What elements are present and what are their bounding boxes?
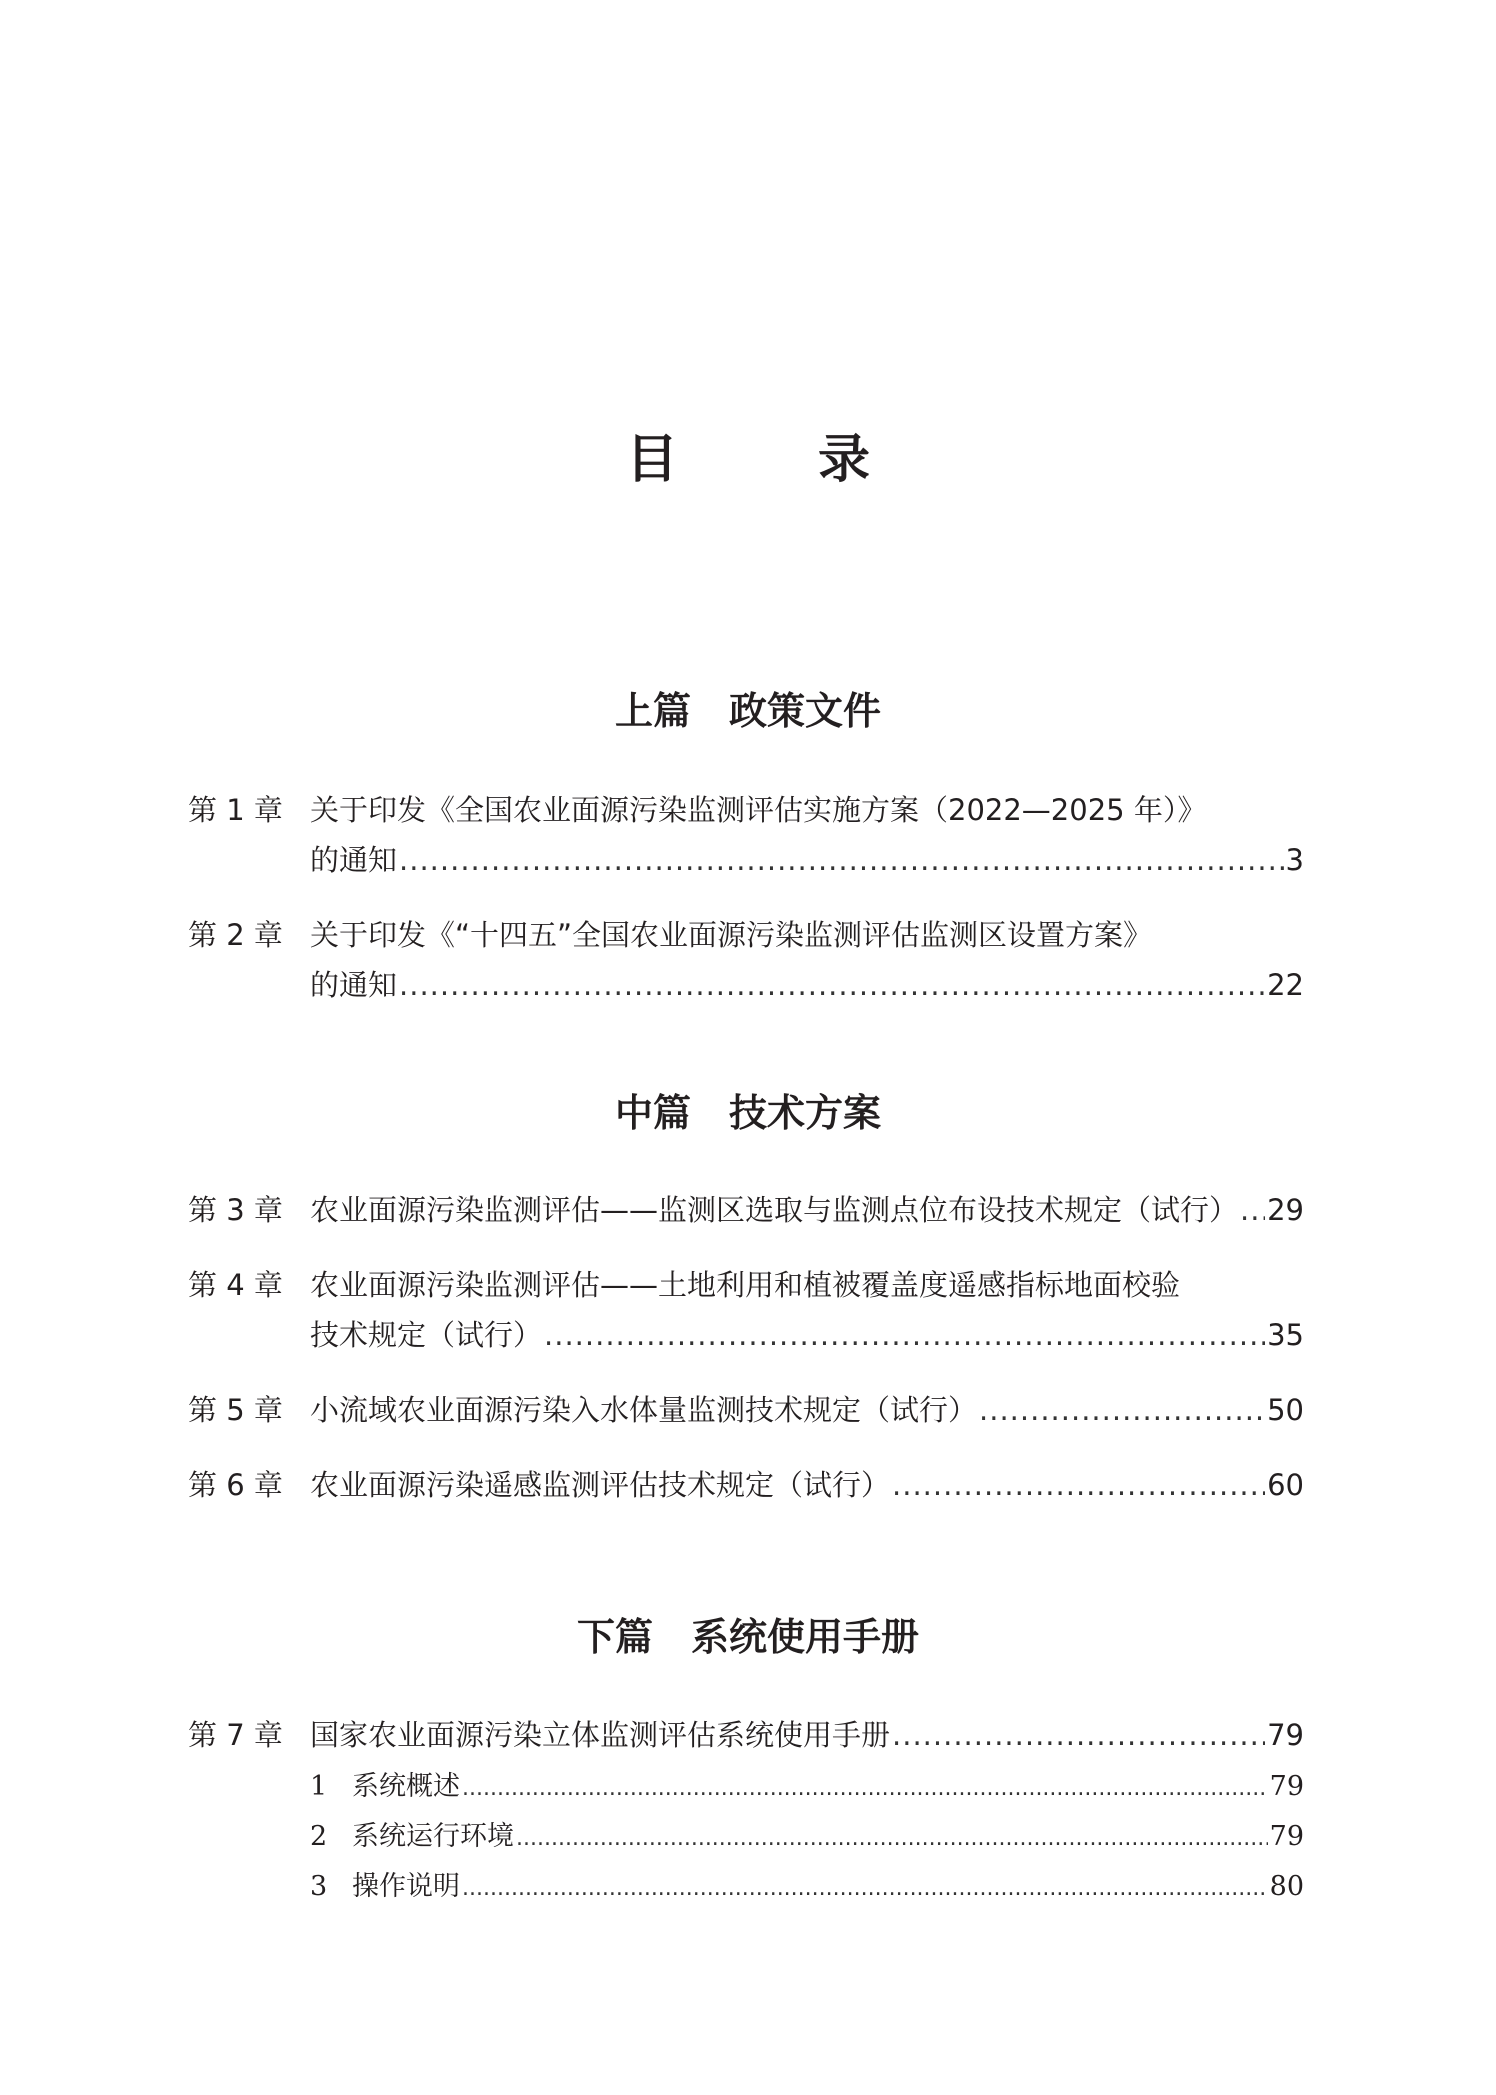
chapter-number: 第 6 章 bbox=[188, 1468, 283, 1502]
chapter-title: 关于印发《“十四五”全国农业面源污染监测评估监测区设置方案》 bbox=[310, 918, 1153, 952]
dot-leader bbox=[892, 1460, 1265, 1510]
section-number: 2 bbox=[310, 1821, 328, 1852]
chapter-number: 第 7 章 bbox=[188, 1718, 283, 1752]
chapter-number: 第 5 章 bbox=[188, 1393, 283, 1427]
dot-leader bbox=[892, 1710, 1265, 1760]
chapter-number: 第 4 章 bbox=[188, 1268, 283, 1302]
chapter-title: 农业面源污染监测评估——土地利用和植被覆盖度遥感指标地面校验 bbox=[310, 1268, 1181, 1302]
toc-section-7-1[interactable] bbox=[188, 1762, 1304, 1812]
section-title: 操作说明 bbox=[352, 1871, 460, 1902]
chapter-number: 第 2 章 bbox=[188, 918, 283, 952]
section-number: 1 bbox=[310, 1771, 328, 1802]
toc-section-7-2[interactable] bbox=[188, 1812, 1304, 1862]
toc-entry-chapter-1[interactable] bbox=[188, 785, 1304, 885]
chapter-title-cont: 的通知 bbox=[310, 968, 398, 1002]
toc-entry-chapter-7[interactable] bbox=[188, 1710, 1304, 1760]
chapter-title-cont: 技术规定（试行） bbox=[310, 1318, 543, 1352]
dot-leader bbox=[516, 1814, 1268, 1864]
chapter-title: 关于印发《全国农业面源污染监测评估实施方案（2022—2025 年）》 bbox=[310, 793, 1207, 827]
part-heading-3: 下篇 系统使用手册 bbox=[576, 1614, 919, 1659]
part-heading-1: 上篇 政策文件 bbox=[614, 688, 881, 733]
toc-section-7-3[interactable] bbox=[188, 1862, 1304, 1912]
dot-leader bbox=[399, 960, 1265, 1010]
section-number: 3 bbox=[310, 1871, 328, 1902]
chapter-title: 农业面源污染遥感监测评估技术规定（试行） bbox=[310, 1468, 891, 1502]
dot-leader bbox=[979, 1385, 1265, 1435]
page-number: 3 bbox=[1285, 843, 1304, 877]
page-number: 29 bbox=[1267, 1193, 1304, 1227]
chapter-title-cont: 的通知 bbox=[310, 843, 398, 877]
page-number: 22 bbox=[1267, 968, 1304, 1002]
chapter-title: 农业面源污染监测评估——监测区选取与监测点位布设技术规定（试行） bbox=[310, 1193, 1239, 1227]
dot-leader bbox=[1240, 1185, 1265, 1235]
toc-entry-chapter-3[interactable] bbox=[188, 1185, 1304, 1235]
chapter-number: 第 1 章 bbox=[188, 793, 283, 827]
chapter-title: 小流域农业面源污染入水体量监测技术规定（试行） bbox=[310, 1393, 978, 1427]
toc-entry-chapter-4[interactable] bbox=[188, 1260, 1304, 1360]
chapter-title: 国家农业面源污染立体监测评估系统使用手册 bbox=[310, 1718, 891, 1752]
toc-entry-chapter-2[interactable] bbox=[188, 910, 1304, 1010]
section-title: 系统概述 bbox=[352, 1771, 460, 1802]
page-number: 79 bbox=[1267, 1718, 1304, 1752]
dot-leader bbox=[462, 1864, 1268, 1914]
page-number: 35 bbox=[1267, 1318, 1304, 1352]
page-number: 50 bbox=[1267, 1393, 1304, 1427]
dot-leader bbox=[462, 1764, 1268, 1814]
section-title: 系统运行环境 bbox=[352, 1821, 514, 1852]
chapter-number: 第 3 章 bbox=[188, 1193, 283, 1227]
part-heading-2: 中篇 技术方案 bbox=[614, 1090, 881, 1135]
page-title: 目 录 bbox=[625, 429, 914, 490]
page-number: 79 bbox=[1269, 1821, 1304, 1852]
page-number: 80 bbox=[1269, 1871, 1304, 1902]
page-number: 60 bbox=[1267, 1468, 1304, 1502]
page-number: 79 bbox=[1269, 1771, 1304, 1802]
toc-entry-chapter-6[interactable] bbox=[188, 1460, 1304, 1510]
dot-leader bbox=[399, 835, 1284, 885]
dot-leader bbox=[544, 1310, 1265, 1360]
toc-entry-chapter-5[interactable] bbox=[188, 1385, 1304, 1435]
